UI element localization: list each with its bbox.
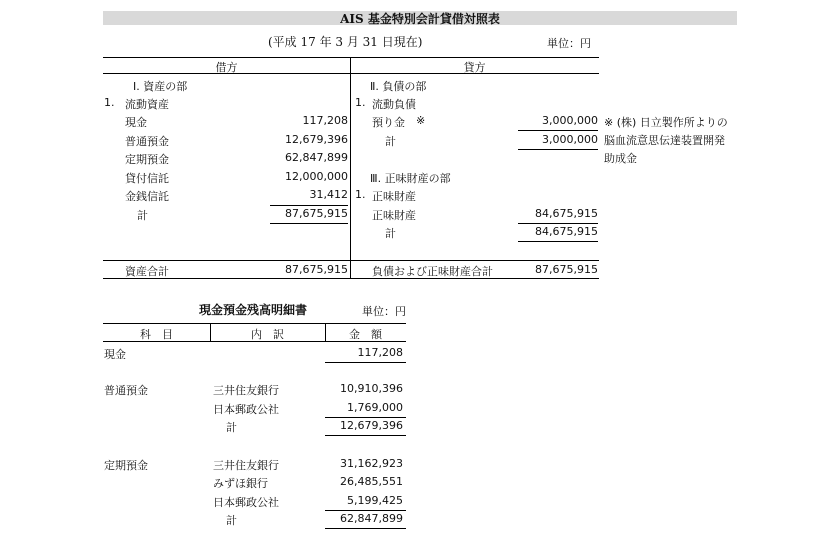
assets-total-value: 87,675,915 <box>285 263 348 276</box>
debit-header: 借方 <box>215 61 238 74</box>
assets-subtotal-line <box>270 205 348 206</box>
assets-subtotal-underline <box>270 223 348 224</box>
deposit-value: 3,000,000 <box>542 114 598 127</box>
liabilities-current-title: 流動負債 <box>372 98 416 111</box>
equity-row-label: 正味財産 <box>372 209 416 222</box>
detail-savings-bank: 日本郵政公社 <box>213 403 279 416</box>
assets-total-label: 資産合計 <box>125 265 169 278</box>
bs-top-line <box>103 57 599 58</box>
equity-subtotal-underline <box>518 241 598 242</box>
detail-fixed-bank: 日本郵政公社 <box>213 496 279 509</box>
liabilities-equity-total-label: 負債および正味財産合計 <box>372 265 493 278</box>
equity-row-value: 84,675,915 <box>535 207 598 220</box>
liabilities-subtotal-value: 3,000,000 <box>542 133 598 146</box>
deposit-label: 預り金 <box>372 116 405 129</box>
asset-row-label: 金銭信託 <box>125 190 169 203</box>
bs-total-line-bottom <box>103 278 599 279</box>
assets-current-number: 1. <box>104 96 115 109</box>
detail-fixed-value: 31,162,923 <box>340 457 403 470</box>
asset-row-value: 31,412 <box>309 188 348 201</box>
asset-row-value: 62,847,899 <box>285 151 348 164</box>
detail-header-breakdown: 内 訳 <box>251 328 284 341</box>
detail-savings-value: 10,910,396 <box>340 382 403 395</box>
assets-section-title: Ⅰ. 資産の部 <box>133 80 188 93</box>
detail-fixed-value: 5,199,425 <box>347 494 403 507</box>
detail-unit-label: 単位：円 <box>362 305 406 318</box>
asset-row-label: 貸付信託 <box>125 172 169 185</box>
detail-savings-bank: 三井住友銀行 <box>213 384 279 397</box>
asset-row-value: 12,679,396 <box>285 133 348 146</box>
liabilities-subtotal-label: 計 <box>385 135 396 148</box>
bs-total-line-top <box>103 260 599 261</box>
detail-cash-value: 117,208 <box>357 346 403 359</box>
unit-label: 単位：円 <box>547 37 591 50</box>
deposit-note-mark: ※ <box>416 114 426 127</box>
detail-cash-underline <box>325 362 406 363</box>
liabilities-current-number: 1. <box>355 96 366 109</box>
detail-savings-subtotal-label: 計 <box>226 421 237 434</box>
equity-item-title: 正味財産 <box>372 190 416 203</box>
detail-fixed-value: 26,485,551 <box>340 475 403 488</box>
asset-row-label: 現金 <box>125 116 147 129</box>
detail-fixed-bank: みずほ銀行 <box>213 477 268 490</box>
liabilities-section-title: Ⅱ. 負債の部 <box>370 80 427 93</box>
equity-subtotal-label: 計 <box>385 227 396 240</box>
detail-fixed-label: 定期預金 <box>104 459 148 472</box>
detail-cash-label: 現金 <box>104 348 126 361</box>
detail-savings-label: 普通預金 <box>104 384 148 397</box>
detail-header-subject: 科 目 <box>140 328 173 341</box>
assets-subtotal-value: 87,675,915 <box>285 207 348 220</box>
bs-center-divider <box>350 57 351 279</box>
assets-subtotal-label: 計 <box>137 209 148 222</box>
deposit-note: ※ (株) 日立製作所よりの脳血流意思伝達装置開発助成金 <box>604 116 728 165</box>
detail-fixed-subtotal-underline <box>325 528 406 529</box>
equity-item-number: 1. <box>355 188 366 201</box>
detail-header-amount: 金 額 <box>349 328 382 341</box>
asset-row-label: 定期預金 <box>125 153 169 166</box>
detail-title: 現金預金残高明細書 <box>199 303 308 317</box>
equity-subtotal-line <box>518 223 598 224</box>
liabilities-subtotal-line <box>518 130 598 131</box>
detail-fixed-subtotal-line <box>325 510 406 511</box>
assets-current-title: 流動資産 <box>125 98 169 111</box>
document-date: (平成 17 年 3 月 31 日現在) <box>268 35 423 49</box>
asset-row-label: 普通預金 <box>125 135 169 148</box>
credit-header: 貸方 <box>463 61 486 74</box>
detail-savings-subtotal-value: 12,679,396 <box>340 419 403 432</box>
detail-savings-subtotal-line <box>325 417 406 418</box>
detail-fixed-subtotal-label: 計 <box>226 514 237 527</box>
equity-subtotal-value: 84,675,915 <box>535 225 598 238</box>
liabilities-equity-total-value: 87,675,915 <box>535 263 598 276</box>
detail-savings-subtotal-underline <box>325 435 406 436</box>
detail-savings-value: 1,769,000 <box>347 401 403 414</box>
asset-row-value: 12,000,000 <box>285 170 348 183</box>
asset-row-value: 117,208 <box>302 114 348 127</box>
liabilities-subtotal-underline <box>518 149 598 150</box>
detail-fixed-bank: 三井住友銀行 <box>213 459 279 472</box>
detail-header-top <box>103 323 406 324</box>
document-title: AIS 基金特別会計貸借対照表 <box>340 12 500 26</box>
detail-fixed-subtotal-value: 62,847,899 <box>340 512 403 525</box>
equity-section-title: Ⅲ. 正味財産の部 <box>370 172 451 185</box>
